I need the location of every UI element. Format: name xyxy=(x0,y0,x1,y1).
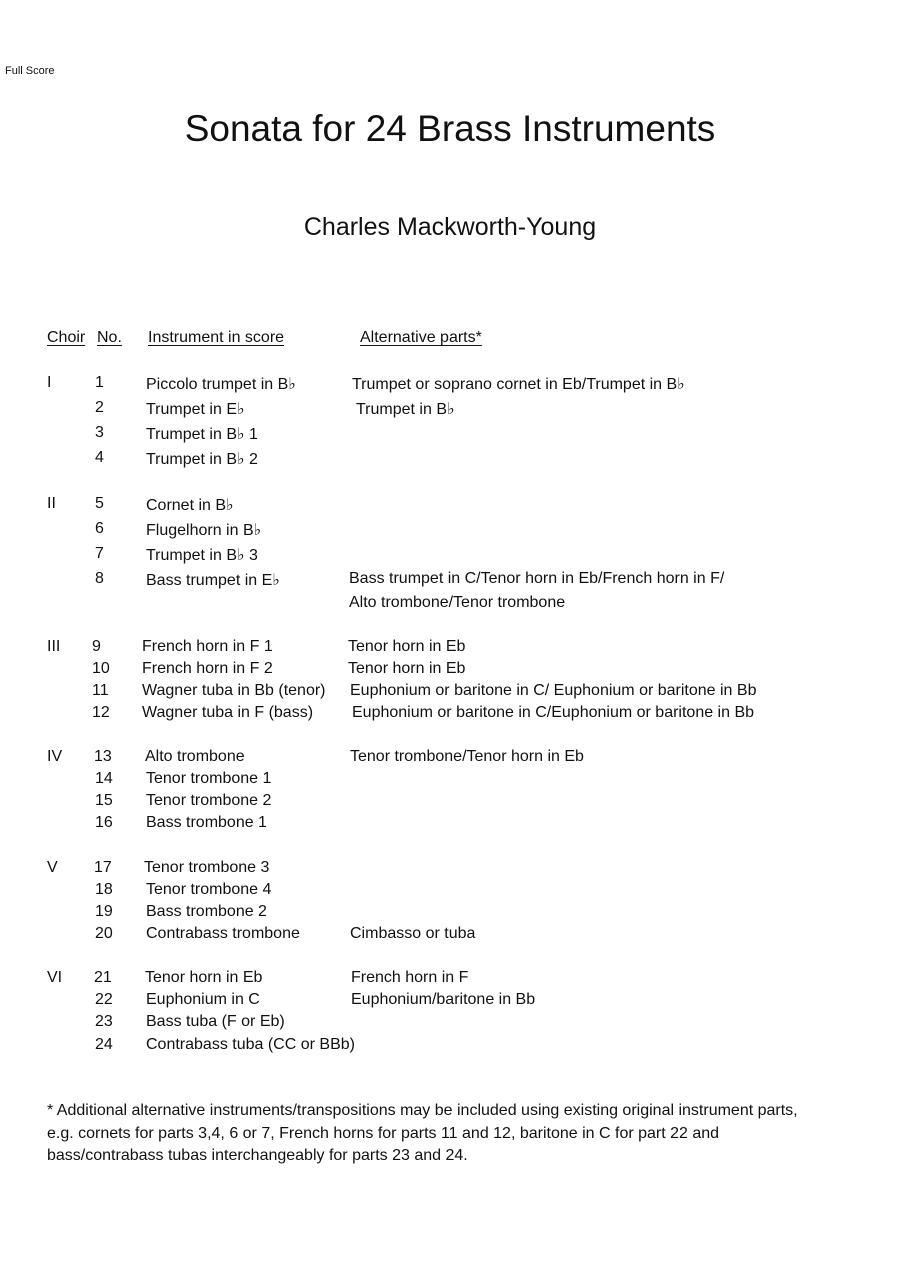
number-cell: 15 xyxy=(95,792,113,809)
instrument-cell: Piccolo trumpet in B♭ xyxy=(146,376,296,393)
table-row xyxy=(0,424,900,446)
number-cell: 13 xyxy=(94,748,112,765)
choir-cell: VI xyxy=(47,969,63,986)
footnote-line: * Additional alternative instruments/transpositions may be included using existing original instrument parts, xyxy=(47,1102,798,1119)
table-row xyxy=(0,859,900,881)
choir-cell: IV xyxy=(47,748,63,765)
instrument-cell: Contrabass trombone xyxy=(146,925,300,942)
number-cell: 1 xyxy=(95,374,104,391)
choir-cell: II xyxy=(47,495,56,512)
number-cell: 5 xyxy=(95,495,104,512)
instrument-cell: French horn in F 2 xyxy=(142,660,273,677)
alternative-cell: Euphonium/baritone in Bb xyxy=(351,991,536,1008)
table-row xyxy=(0,660,900,682)
number-cell: 23 xyxy=(95,1013,113,1030)
instrument-cell: Cornet in B♭ xyxy=(146,497,234,514)
alternative-cell: Euphonium or baritone in C/Euphonium or baritone in Bb xyxy=(352,704,755,721)
table-row xyxy=(0,969,900,991)
number-cell: 7 xyxy=(95,545,104,562)
alternative-cell: Bass trumpet in C/Tenor horn in Eb/French horn in F/ xyxy=(349,570,725,587)
table-row xyxy=(0,682,900,704)
table-row xyxy=(0,814,900,836)
instrument-cell: Bass trombone 1 xyxy=(146,814,267,831)
number-cell: 24 xyxy=(95,1036,113,1053)
table-row xyxy=(0,1036,900,1058)
table-row xyxy=(0,748,900,770)
choir-cell: V xyxy=(47,859,58,876)
number-cell: 14 xyxy=(95,770,113,787)
number-cell: 12 xyxy=(92,704,110,721)
table-row xyxy=(0,545,900,567)
header-alternative: Alternative parts* xyxy=(360,329,482,346)
number-cell: 19 xyxy=(95,903,113,920)
instrument-cell: Wagner tuba in Bb (tenor) xyxy=(142,682,326,699)
table-row xyxy=(0,638,900,660)
instrument-cell: French horn in F 1 xyxy=(142,638,273,655)
instrument-cell: Alto trombone xyxy=(145,748,245,765)
table-row xyxy=(0,991,900,1013)
instrument-cell: Tenor trombone 1 xyxy=(146,770,272,787)
page-title: Sonata for 24 Brass Instruments xyxy=(184,108,716,149)
composer-name: Charles Mackworth-Young xyxy=(303,213,597,241)
instrument-cell: Tenor trombone 4 xyxy=(146,881,272,898)
alternative-cell: Euphonium or baritone in C/ Euphonium or baritone in Bb xyxy=(350,682,757,699)
alternative-cell: Alto trombone/Tenor trombone xyxy=(349,594,566,611)
table-row xyxy=(0,1013,900,1035)
table-row xyxy=(0,495,900,517)
instrument-cell: Wagner tuba in F (bass) xyxy=(142,704,314,721)
table-row xyxy=(0,399,900,421)
header-label: Full Score xyxy=(5,65,55,77)
header-instrument: Instrument in score xyxy=(148,329,285,346)
instrument-cell: Bass trumpet in E♭ xyxy=(146,572,280,589)
number-cell: 17 xyxy=(94,859,112,876)
instrument-cell: Trumpet in E♭ xyxy=(146,401,245,418)
instrument-cell: Tenor trombone 2 xyxy=(146,792,272,809)
number-cell: 11 xyxy=(92,682,109,699)
number-cell: 4 xyxy=(95,449,104,466)
number-cell: 18 xyxy=(95,881,113,898)
alternative-cell: Cimbasso or tuba xyxy=(350,925,476,942)
number-cell: 6 xyxy=(95,520,104,537)
number-cell: 22 xyxy=(95,991,113,1008)
number-cell: 16 xyxy=(95,814,113,831)
number-cell: 10 xyxy=(92,660,110,677)
table-row xyxy=(0,594,900,616)
table-row xyxy=(0,449,900,471)
footnote xyxy=(47,1100,857,1168)
instrument-cell: Bass tuba (F or Eb) xyxy=(146,1013,285,1030)
table-row xyxy=(0,770,900,792)
alternative-cell: Tenor horn in Eb xyxy=(348,638,466,655)
instrument-cell: Flugelhorn in B♭ xyxy=(146,522,262,539)
instrument-cell: Euphonium in C xyxy=(146,991,260,1008)
table-row xyxy=(0,374,900,396)
table-row xyxy=(0,792,900,814)
table-row xyxy=(0,925,900,947)
alternative-cell: Trumpet in B♭ xyxy=(356,401,455,418)
instrument-cell: Trumpet in B♭ 2 xyxy=(146,451,258,468)
table-row xyxy=(0,704,900,726)
alternative-cell: Trumpet or soprano cornet in Eb/Trumpet in B♭ xyxy=(352,376,685,393)
table-row xyxy=(0,903,900,925)
alternative-cell: Tenor horn in Eb xyxy=(348,660,466,677)
choir-cell: I xyxy=(47,374,52,391)
number-cell: 9 xyxy=(92,638,101,655)
number-cell: 3 xyxy=(95,424,104,441)
table-row xyxy=(0,520,900,542)
footnote-line: e.g. cornets for parts 3,4, 6 or 7, French horns for parts 11 and 12, baritone in C for part 22 and xyxy=(47,1124,720,1142)
instrument-cell: Trumpet in B♭ 3 xyxy=(146,547,258,564)
instrument-cell: Tenor trombone 3 xyxy=(144,859,270,876)
instrument-cell: Tenor horn in Eb xyxy=(145,969,263,986)
instrument-cell: Contrabass tuba (CC or BBb) xyxy=(146,1036,355,1053)
number-cell: 21 xyxy=(94,969,112,986)
choir-cell: III xyxy=(47,638,61,655)
alternative-cell: French horn in F xyxy=(351,969,469,986)
number-cell: 8 xyxy=(95,570,104,587)
instrument-cell: Trumpet in B♭ 1 xyxy=(146,426,258,443)
table-row xyxy=(0,570,900,592)
alternative-cell: Tenor trombone/Tenor horn in Eb xyxy=(350,748,584,765)
header-choir: Choir xyxy=(47,329,86,346)
header-no: No. xyxy=(97,329,122,346)
number-cell: 2 xyxy=(95,399,104,416)
table-row xyxy=(0,881,900,903)
number-cell: 20 xyxy=(95,925,113,942)
instrument-cell: Bass trombone 2 xyxy=(146,903,267,920)
footnote-line: bass/contrabass tubas interchangeably for parts 23 and 24. xyxy=(47,1147,468,1164)
